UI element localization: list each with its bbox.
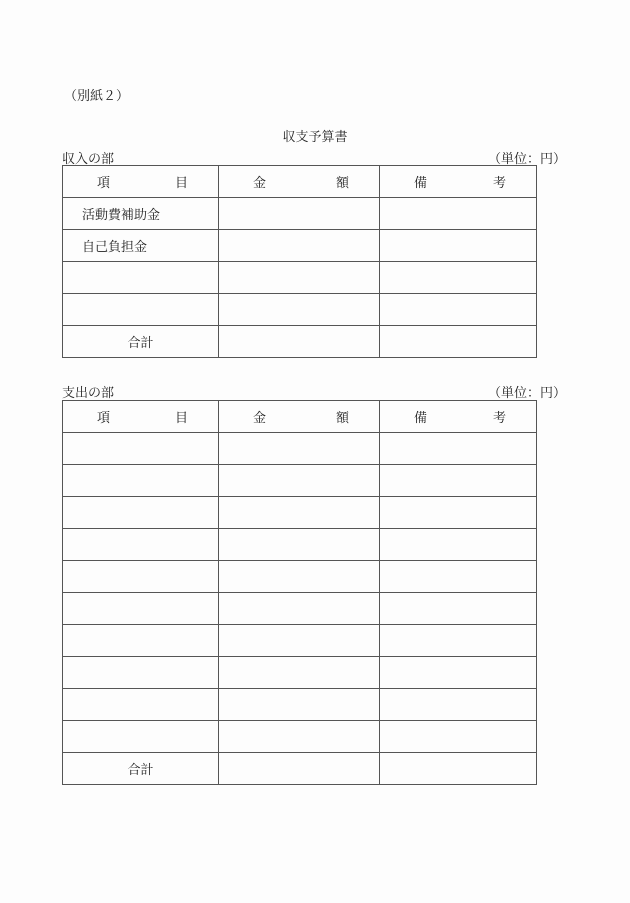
amount-cell[interactable] — [219, 529, 380, 561]
total-row — [63, 753, 537, 785]
note-cell[interactable] — [380, 657, 537, 689]
item-cell[interactable] — [63, 561, 219, 593]
table-row — [63, 198, 537, 230]
table-row — [63, 721, 537, 753]
amount-cell[interactable] — [219, 294, 380, 326]
table-row — [63, 529, 537, 561]
header-amount: 金 額 — [219, 401, 380, 433]
note-cell[interactable] — [380, 593, 537, 625]
amount-cell[interactable] — [219, 262, 380, 294]
amount-cell[interactable] — [219, 465, 380, 497]
amount-cell[interactable] — [219, 657, 380, 689]
document-title: 収支予算書 — [282, 130, 348, 145]
table-row — [63, 625, 537, 657]
header-item: 項 目 — [63, 401, 219, 433]
item-cell[interactable]: 活動費補助金 — [63, 198, 219, 230]
note-cell[interactable] — [380, 294, 537, 326]
table-row — [63, 561, 537, 593]
table-row — [63, 689, 537, 721]
expense-table — [62, 400, 537, 785]
total-label: 合計 — [63, 753, 219, 785]
amount-cell[interactable] — [219, 625, 380, 657]
amount-cell[interactable] — [219, 198, 380, 230]
amount-cell[interactable] — [219, 689, 380, 721]
item-cell[interactable] — [63, 497, 219, 529]
note-cell[interactable] — [380, 465, 537, 497]
item-cell[interactable] — [63, 593, 219, 625]
amount-cell[interactable] — [219, 230, 380, 262]
note-cell[interactable] — [380, 433, 537, 465]
total-amount-cell[interactable] — [219, 753, 380, 785]
table-row — [63, 294, 537, 326]
note-cell[interactable] — [380, 230, 537, 262]
total-row — [63, 326, 537, 358]
amount-cell[interactable] — [219, 561, 380, 593]
item-cell[interactable] — [63, 433, 219, 465]
header-note: 備 考 — [380, 401, 537, 433]
header-amount: 金 額 — [219, 166, 380, 198]
item-cell[interactable] — [63, 262, 219, 294]
table-row — [63, 497, 537, 529]
table-row — [63, 657, 537, 689]
note-cell[interactable] — [380, 529, 537, 561]
item-cell[interactable]: 自己負担金 — [63, 230, 219, 262]
table-header-row — [63, 401, 537, 433]
table-row — [63, 433, 537, 465]
amount-cell[interactable] — [219, 497, 380, 529]
income-unit-label: （単位：円） — [487, 152, 566, 167]
table-row — [63, 262, 537, 294]
total-note-cell[interactable] — [380, 326, 537, 358]
header-note: 備 考 — [380, 166, 537, 198]
header-item: 項 目 — [63, 166, 219, 198]
expense-section-label: 支出の部 — [62, 386, 115, 401]
total-note-cell[interactable] — [380, 753, 537, 785]
amount-cell[interactable] — [219, 433, 380, 465]
expense-unit-label: （単位：円） — [487, 386, 566, 401]
table-row — [63, 465, 537, 497]
note-cell[interactable] — [380, 561, 537, 593]
total-amount-cell[interactable] — [219, 326, 380, 358]
note-cell[interactable] — [380, 689, 537, 721]
item-cell[interactable] — [63, 294, 219, 326]
amount-cell[interactable] — [219, 721, 380, 753]
item-cell[interactable] — [63, 465, 219, 497]
note-cell[interactable] — [380, 262, 537, 294]
item-cell[interactable] — [63, 657, 219, 689]
attachment-label: （別紙２） — [64, 89, 130, 104]
note-cell[interactable] — [380, 198, 537, 230]
item-cell[interactable] — [63, 625, 219, 657]
table-row — [63, 230, 537, 262]
income-section-label: 収入の部 — [62, 152, 115, 167]
note-cell[interactable] — [380, 497, 537, 529]
table-row — [63, 593, 537, 625]
item-cell[interactable] — [63, 689, 219, 721]
amount-cell[interactable] — [219, 593, 380, 625]
item-cell[interactable] — [63, 529, 219, 561]
note-cell[interactable] — [380, 625, 537, 657]
note-cell[interactable] — [380, 721, 537, 753]
total-label: 合計 — [63, 326, 219, 358]
income-table — [62, 165, 537, 358]
table-header-row — [63, 166, 537, 198]
item-cell[interactable] — [63, 721, 219, 753]
